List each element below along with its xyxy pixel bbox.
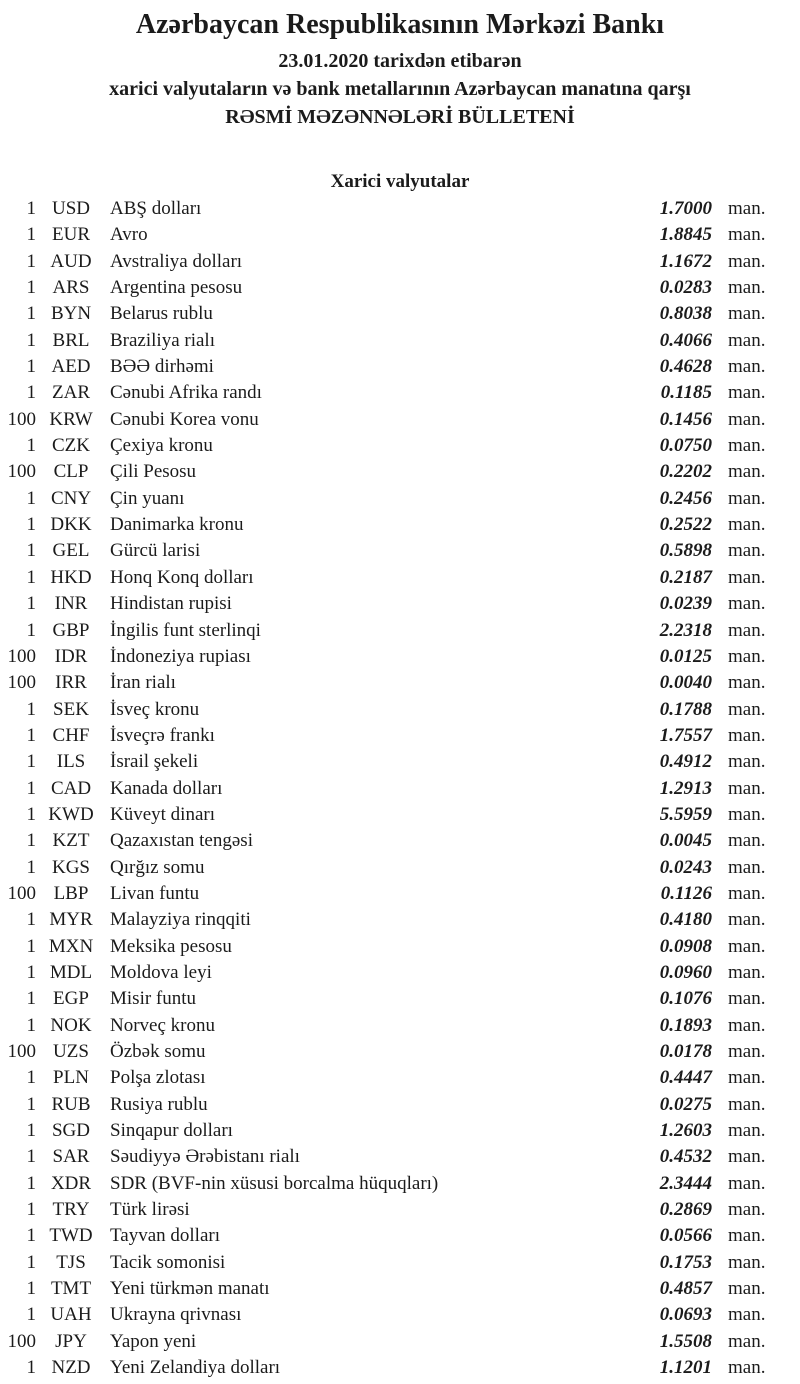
currency-name: Ukrayna qrivnası [110, 1304, 242, 1326]
currency-unit-label: man. [728, 830, 766, 852]
currency-unit-label: man. [728, 1067, 766, 1089]
currency-name: Tayvan dolları [110, 1225, 220, 1247]
currency-unit-label: man. [728, 1014, 766, 1036]
currency-code: MXN [48, 935, 94, 957]
currency-quantity: 1 [26, 1304, 36, 1326]
currency-name: Cənubi Korea vonu [110, 408, 259, 430]
currency-rate: 5.5959 [659, 803, 712, 825]
currency-quantity: 1 [26, 856, 36, 878]
currency-name: Malayziya rinqqiti [110, 909, 251, 931]
currency-unit-label: man. [728, 540, 766, 562]
currency-quantity: 1 [26, 487, 36, 509]
currency-unit-label: man. [728, 198, 766, 219]
currency-row [0, 1329, 800, 1355]
currency-quantity: 1 [26, 961, 36, 983]
bulletin-title: RƏSMİ MƏZƏNNƏLƏRİ BÜLLETENİ [225, 106, 575, 128]
currency-rate: 0.1456 [659, 408, 712, 430]
currency-code: EUR [52, 224, 90, 246]
currency-unit-label: man. [728, 882, 766, 904]
currency-name: Qırğız somu [110, 856, 205, 878]
currency-rate: 0.1076 [659, 988, 712, 1010]
currency-rate: 0.1126 [660, 882, 712, 904]
currency-quantity: 1 [26, 1251, 36, 1273]
currency-name: İsrail şekeli [110, 751, 199, 773]
currency-name: Braziliya rialı [110, 329, 215, 351]
currency-rate: 0.0125 [659, 645, 712, 667]
currency-code: LBP [53, 882, 89, 904]
currency-unit-label: man. [728, 803, 766, 825]
currency-row [0, 934, 800, 960]
currency-unit-label: man. [728, 1041, 766, 1062]
currency-unit-label: man. [728, 277, 766, 299]
currency-quantity: 1 [26, 514, 36, 536]
currency-rate: 0.0693 [659, 1304, 712, 1326]
bank-name-title: Azərbaycan Respublikasının Mərkəzi Bankı [135, 9, 665, 40]
currency-code: NOK [50, 1014, 92, 1036]
currency-unit-label: man. [728, 250, 766, 272]
currency-code: NZD [51, 1357, 91, 1379]
currency-code: XDR [50, 1172, 92, 1194]
currency-rate: 0.0239 [659, 593, 712, 615]
currency-quantity: 100 [7, 882, 36, 904]
currency-code: CLP [53, 461, 89, 483]
currency-rate: 0.0040 [659, 672, 712, 694]
currency-rate: 2.2318 [659, 619, 712, 641]
currency-unit-label: man. [728, 408, 766, 430]
currency-row [0, 275, 800, 301]
currency-code: IDR [54, 645, 88, 667]
currency-quantity: 1 [26, 988, 36, 1010]
currency-unit-label: man. [728, 645, 766, 667]
currency-row [0, 1092, 800, 1118]
currency-name: Rusiya rublu [110, 1093, 208, 1115]
currency-row [0, 855, 800, 881]
currency-name: Küveyt dinarı [110, 803, 216, 825]
currency-name: Çili Pesosu [110, 461, 197, 483]
currency-unit-label: man. [728, 935, 766, 957]
currency-name: İran rialı [110, 672, 176, 694]
currency-rate: 0.1893 [659, 1014, 712, 1036]
currency-unit-label: man. [728, 724, 766, 746]
currency-rate: 0.4532 [659, 1146, 712, 1168]
currency-quantity: 1 [26, 303, 36, 325]
currency-quantity: 1 [26, 751, 36, 773]
currency-code: TMT [50, 1278, 92, 1300]
currency-quantity: 1 [26, 619, 36, 641]
currency-row [0, 512, 800, 538]
currency-row [0, 459, 800, 485]
currency-quantity: 1 [26, 435, 36, 457]
currency-unit-label: man. [728, 751, 766, 773]
currency-row [0, 1223, 800, 1249]
currency-name: ABŞ dolları [110, 198, 202, 219]
currency-name: Honq Konq dolları [110, 566, 254, 588]
currency-quantity: 1 [26, 224, 36, 246]
section-title-foreign-currencies: Xarici valyutalar [330, 171, 470, 192]
currency-quantity: 1 [26, 1146, 36, 1168]
currency-quantity: 100 [7, 408, 36, 430]
currency-rate: 0.2187 [659, 566, 712, 588]
currency-quantity: 1 [26, 1120, 36, 1142]
currency-unit-label: man. [728, 777, 766, 799]
currency-rate: 0.4912 [659, 751, 712, 773]
currency-name: Sinqapur dolları [110, 1120, 233, 1142]
currency-name: İsveç kronu [110, 698, 200, 720]
currency-row [0, 618, 800, 644]
currency-quantity: 100 [7, 1041, 36, 1062]
subject-line: xarici valyutaların və bank metallarının Azərbaycan manatına qarşı [109, 78, 691, 100]
currency-code: PLN [53, 1067, 89, 1089]
currency-row [0, 407, 800, 433]
currency-code: SAR [52, 1146, 90, 1168]
currency-unit-label: man. [728, 961, 766, 983]
currency-name: Yeni türkmən manatı [110, 1278, 270, 1300]
currency-quantity: 1 [26, 909, 36, 931]
currency-code: RUB [51, 1093, 91, 1115]
currency-rate: 0.0045 [659, 830, 712, 852]
currency-quantity: 1 [26, 540, 36, 562]
currency-name: Türk lirəsi [110, 1199, 190, 1221]
currency-row [0, 380, 800, 406]
currency-code: MDL [49, 961, 93, 983]
currency-unit-label: man. [728, 435, 766, 457]
currency-name: Misir funtu [110, 988, 197, 1010]
rates-table [0, 196, 800, 1381]
currency-rate: 0.2522 [659, 514, 712, 536]
currency-rate: 0.0750 [659, 435, 712, 457]
currency-unit-label: man. [728, 1304, 766, 1326]
currency-row [0, 1355, 800, 1381]
currency-code: KGS [51, 856, 90, 878]
currency-unit-label: man. [728, 303, 766, 325]
currency-rate: 0.0243 [659, 856, 712, 878]
currency-rate: 0.0178 [659, 1041, 712, 1062]
currency-name: İndoneziya rupiası [110, 645, 251, 667]
currency-row [0, 1065, 800, 1091]
currency-code: GBP [52, 619, 90, 641]
currency-rate: 0.2202 [659, 461, 712, 483]
currency-quantity: 100 [7, 1330, 36, 1352]
currency-row [0, 565, 800, 591]
currency-row [0, 723, 800, 749]
currency-row [0, 591, 800, 617]
currency-rate: 0.2869 [659, 1199, 712, 1221]
currency-row [0, 1197, 800, 1223]
currency-code: CZK [52, 435, 90, 457]
currency-code: BYN [50, 303, 92, 325]
currency-row [0, 1118, 800, 1144]
currency-unit-label: man. [728, 356, 766, 378]
currency-name: Belarus rublu [110, 303, 213, 325]
currency-rate: 1.7557 [659, 724, 712, 746]
currency-code: CNY [50, 487, 92, 509]
currency-rate: 0.4628 [659, 356, 712, 378]
currency-code: CHF [52, 724, 90, 746]
currency-name: Kanada dolları [110, 777, 223, 799]
currency-row [0, 986, 800, 1012]
currency-quantity: 1 [26, 1357, 36, 1379]
currency-name: İsveçrə frankı [110, 724, 215, 746]
currency-code: USD [51, 198, 90, 219]
currency-unit-label: man. [728, 1330, 766, 1352]
currency-rate: 1.7000 [659, 198, 712, 219]
currency-code: GEL [52, 540, 90, 562]
currency-unit-label: man. [728, 1357, 766, 1379]
currency-rate: 0.4857 [659, 1278, 712, 1300]
currency-rate: 1.2913 [659, 777, 712, 799]
currency-name: Çexiya kronu [110, 435, 213, 457]
currency-row [0, 644, 800, 670]
currency-quantity: 1 [26, 382, 36, 404]
currency-unit-label: man. [728, 1093, 766, 1115]
currency-name: Gürcü larisi [110, 540, 201, 562]
currency-code: JPY [55, 1330, 87, 1352]
currency-row [0, 697, 800, 723]
currency-unit-label: man. [728, 1278, 766, 1300]
currency-name: Argentina pesosu [110, 277, 243, 299]
currency-unit-label: man. [728, 329, 766, 351]
currency-code: TWD [49, 1225, 93, 1247]
currency-row [0, 328, 800, 354]
currency-row [0, 670, 800, 696]
currency-row [0, 354, 800, 380]
currency-code: AUD [50, 250, 92, 272]
currency-quantity: 100 [7, 672, 36, 694]
currency-name: Polşa zlotası [110, 1067, 206, 1089]
currency-name: Moldova leyi [110, 961, 212, 983]
currency-code: TJS [56, 1251, 86, 1273]
currency-rate: 1.1201 [659, 1357, 712, 1379]
currency-unit-label: man. [728, 1146, 766, 1168]
currency-unit-label: man. [728, 1120, 766, 1142]
currency-rate: 0.0283 [659, 277, 712, 299]
currency-rate: 0.4447 [659, 1067, 712, 1089]
currency-row [0, 828, 800, 854]
currency-code: ILS [56, 751, 86, 773]
currency-rate: 1.5508 [659, 1330, 712, 1352]
currency-name: Səudiyyə Ərəbistanı rialı [110, 1146, 300, 1168]
currency-row [0, 222, 800, 248]
currency-code: ARS [52, 277, 90, 299]
currency-name: Norveç kronu [110, 1014, 215, 1036]
currency-code: KRW [49, 408, 93, 430]
currency-code: CAD [50, 777, 92, 799]
currency-unit-label: man. [728, 988, 766, 1010]
currency-row [0, 433, 800, 459]
currency-quantity: 1 [26, 698, 36, 720]
currency-rate: 2.3444 [659, 1172, 712, 1194]
currency-row [0, 1302, 800, 1328]
currency-rate: 0.1753 [659, 1251, 712, 1273]
currency-code: KWD [48, 803, 94, 825]
currency-name: Qazaxıstan tengəsi [110, 830, 253, 852]
currency-name: Çin yuanı [110, 487, 185, 509]
currency-name: Avstraliya dolları [110, 250, 243, 272]
currency-quantity: 1 [26, 356, 36, 378]
currency-unit-label: man. [728, 382, 766, 404]
currency-row [0, 249, 800, 275]
currency-name: Yapon yeni [110, 1330, 197, 1352]
currency-unit-label: man. [728, 672, 766, 694]
currency-quantity: 1 [26, 566, 36, 588]
currency-code: BRL [52, 329, 90, 351]
currency-rate: 1.8845 [659, 224, 712, 246]
currency-name: Hindistan rupisi [110, 593, 232, 615]
currency-name: Yeni Zelandiya dolları [110, 1357, 281, 1379]
currency-rate: 0.1185 [660, 382, 712, 404]
currency-row [0, 802, 800, 828]
currency-row [0, 907, 800, 933]
currency-quantity: 1 [26, 777, 36, 799]
currency-rate: 0.0275 [659, 1093, 712, 1115]
currency-code: AED [51, 356, 91, 378]
currency-quantity: 1 [26, 1199, 36, 1221]
currency-unit-label: man. [728, 619, 766, 641]
currency-row [0, 1144, 800, 1170]
currency-name: Tacik somonisi [110, 1251, 226, 1273]
currency-rate: 0.1788 [659, 698, 712, 720]
currency-quantity: 1 [26, 1278, 36, 1300]
currency-name: SDR (BVF-nin xüsusi borcalma hüquqları) [110, 1172, 439, 1194]
currency-row [0, 749, 800, 775]
currency-name: Danimarka kronu [110, 514, 244, 536]
currency-row [0, 1171, 800, 1197]
currency-code: IRR [55, 672, 87, 694]
currency-name: BƏƏ dirhəmi [110, 356, 214, 378]
currency-rate: 0.0566 [659, 1225, 712, 1247]
currency-quantity: 100 [7, 461, 36, 483]
currency-code: EGP [53, 988, 89, 1010]
currency-code: SEK [53, 698, 89, 720]
currency-unit-label: man. [728, 461, 766, 483]
currency-unit-label: man. [728, 856, 766, 878]
currency-quantity: 1 [26, 1225, 36, 1247]
currency-row [0, 196, 800, 222]
currency-code: INR [54, 593, 88, 615]
currency-name: İngilis funt sterlinqi [110, 619, 261, 641]
currency-row [0, 1250, 800, 1276]
currency-row [0, 538, 800, 564]
currency-quantity: 1 [26, 329, 36, 351]
currency-unit-label: man. [728, 909, 766, 931]
currency-code: MYR [49, 909, 93, 931]
currency-unit-label: man. [728, 514, 766, 536]
currency-row [0, 881, 800, 907]
currency-name: Cənubi Afrika randı [110, 382, 262, 404]
currency-unit-label: man. [728, 487, 766, 509]
currency-code: UAH [50, 1304, 92, 1326]
currency-unit-label: man. [728, 593, 766, 615]
currency-rate: 0.8038 [659, 303, 712, 325]
currency-row [0, 301, 800, 327]
currency-rate: 1.1672 [659, 250, 712, 272]
currency-quantity: 1 [26, 935, 36, 957]
currency-name: Avro [110, 224, 148, 246]
currency-quantity: 1 [26, 830, 36, 852]
currency-row [0, 776, 800, 802]
currency-unit-label: man. [728, 224, 766, 246]
currency-rate: 1.2603 [659, 1120, 712, 1142]
currency-row [0, 1039, 800, 1065]
currency-rate: 0.0960 [659, 961, 712, 983]
currency-unit-label: man. [728, 698, 766, 720]
currency-rate: 0.0908 [659, 935, 712, 957]
currency-quantity: 1 [26, 593, 36, 615]
currency-quantity: 1 [26, 1014, 36, 1036]
currency-code: SGD [51, 1120, 90, 1142]
currency-code: HKD [50, 566, 92, 588]
currency-rate: 0.5898 [659, 540, 712, 562]
currency-unit-label: man. [728, 566, 766, 588]
currency-unit-label: man. [728, 1225, 766, 1247]
currency-quantity: 1 [26, 1093, 36, 1115]
currency-quantity: 1 [26, 250, 36, 272]
currency-name: Meksika pesosu [110, 935, 232, 957]
currency-row [0, 960, 800, 986]
currency-quantity: 1 [26, 198, 36, 219]
effective-date-line: 23.01.2020 tarixdən etibarən [278, 50, 522, 72]
currency-quantity: 1 [26, 277, 36, 299]
currency-quantity: 1 [26, 1172, 36, 1194]
currency-unit-label: man. [728, 1199, 766, 1221]
currency-quantity: 1 [26, 803, 36, 825]
currency-row [0, 1013, 800, 1039]
currency-code: UZS [53, 1041, 89, 1062]
currency-unit-label: man. [728, 1251, 766, 1273]
currency-code: TRY [52, 1199, 90, 1221]
currency-rate: 0.4180 [659, 909, 712, 931]
currency-rate: 0.4066 [659, 329, 712, 351]
currency-row [0, 486, 800, 512]
currency-rate: 0.2456 [659, 487, 712, 509]
currency-quantity: 1 [26, 724, 36, 746]
currency-quantity: 100 [7, 645, 36, 667]
bulletin-header [0, 0, 800, 131]
currency-name: Livan funtu [110, 882, 200, 904]
currency-row [0, 1276, 800, 1302]
currency-code: ZAR [52, 382, 90, 404]
currency-unit-label: man. [728, 1172, 766, 1194]
currency-quantity: 1 [26, 1067, 36, 1089]
currency-name: Özbək somu [110, 1041, 206, 1062]
currency-code: KZT [52, 830, 90, 852]
currency-code: DKK [50, 514, 92, 536]
